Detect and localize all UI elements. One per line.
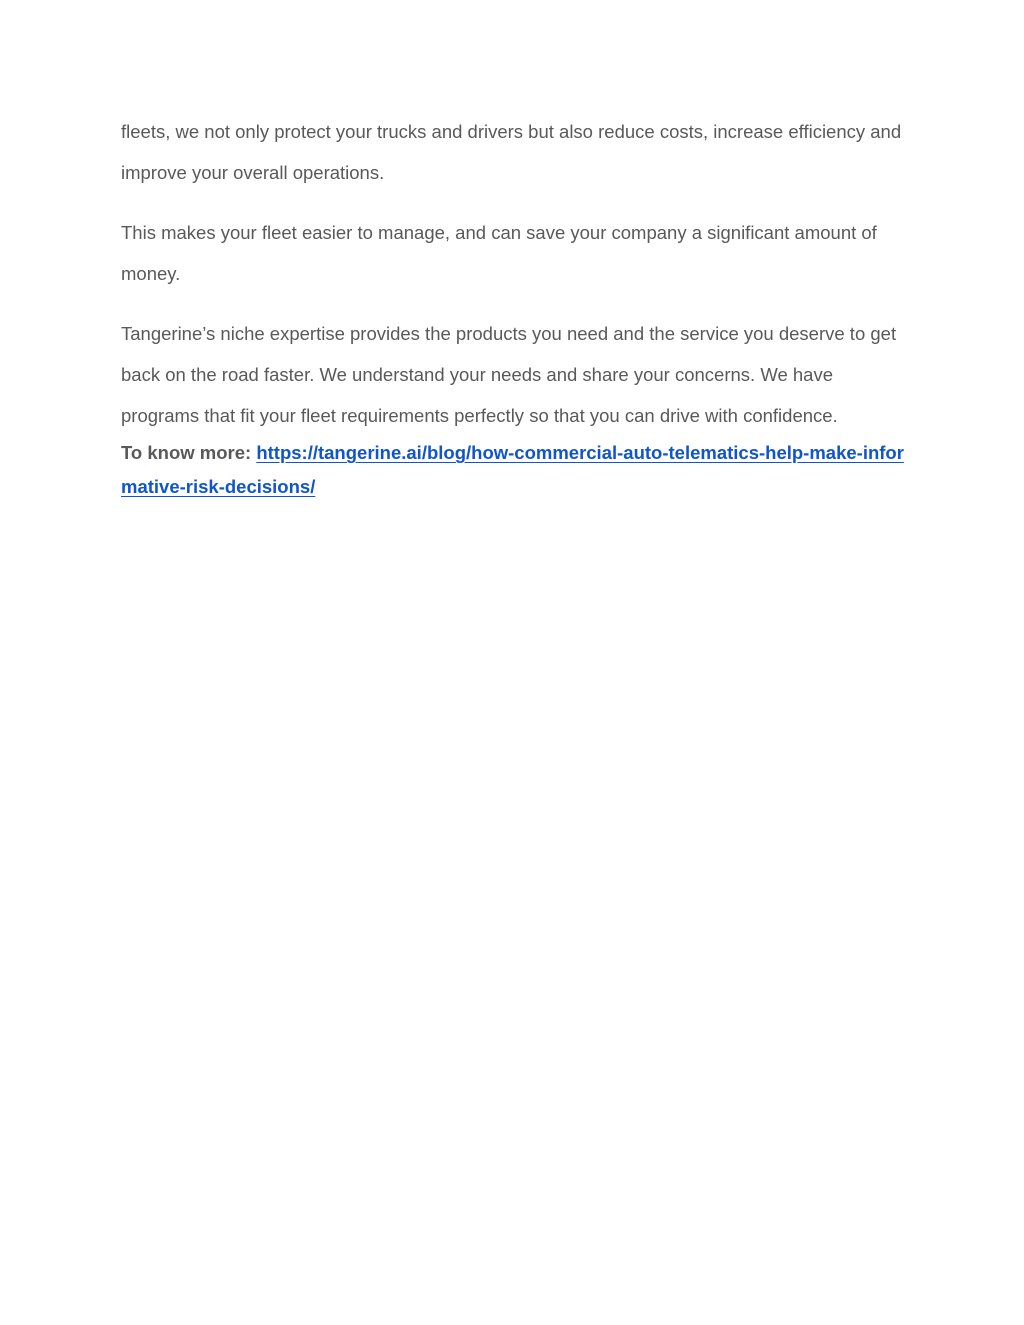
paragraph-fleet-benefits: fleets, we not only protect your trucks and drivers but also reduce costs, increase efficiency and improve your overall operations.: [121, 121, 902, 183]
know-more-label: To know more:: [121, 442, 252, 463]
blog-article-link[interactable]: https://tangerine.ai/blog/how-commercial-auto-telematics-help-make-informative-risk-decisions/: [121, 442, 904, 497]
paragraph-tangerine-expertise: Tangerine’s niche expertise provides the products you need and the service you deserve to get back on the road faster. We understand your needs and share your concerns. We have programs that fit your fleet requirements perfectly so that you can drive with confidence.: [121, 323, 897, 426]
know-more-line: [121, 436, 911, 504]
document-body: [121, 111, 911, 504]
paragraph-fleet-management: This makes your fleet easier to manage, and can save your company a significant amount of money.: [121, 222, 877, 284]
